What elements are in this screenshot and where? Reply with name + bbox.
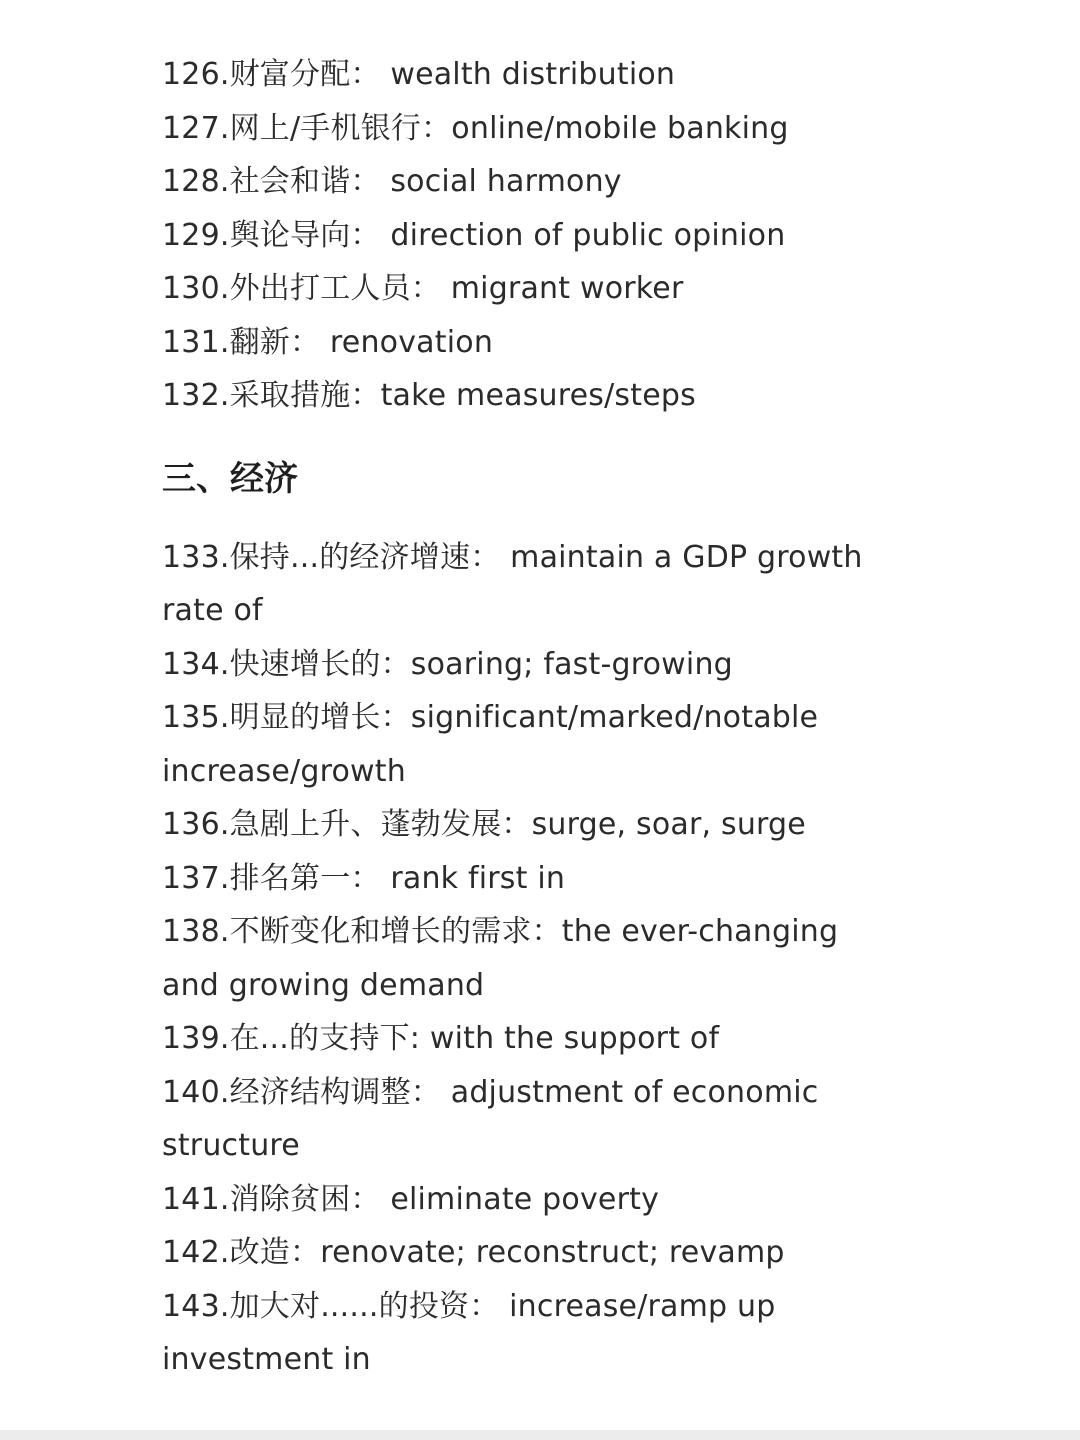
vocab-entry: 139.在...的支持下: with the support of (162, 1021, 720, 1056)
vocab-entry: 131.翻新： renovation (162, 324, 494, 360)
vocab-entry: 132.采取措施：take measures/steps (162, 378, 696, 413)
vocab-entry: 142.改造：renovate; reconstruct; revamp (162, 1235, 785, 1270)
vocab-entry: 137.排名第一： rank first in (162, 860, 566, 896)
vocab-entry: 134.快速增长的：soaring; fast-growing (162, 646, 733, 682)
vocab-entry: 127.网上/手机银行：online/mobile banking (162, 110, 789, 146)
vocab-entry: 138.不断变化和增长的需求：the ever-changing and growing demand (162, 914, 839, 1003)
vocab-entry: 141.消除贫困： eliminate poverty (162, 1181, 660, 1217)
vocab-entry: 128.社会和谐： social harmony (162, 164, 622, 199)
document-body (162, 48, 882, 1387)
vocab-entry: 140.经济结构调整： adjustment of economic structure (162, 1074, 819, 1163)
vocab-entry: 143.加大对......的投资： increase/ramp up investment in (162, 1288, 776, 1377)
section-heading-economy: 三、经济 (162, 458, 298, 499)
bottom-divider (0, 1430, 1080, 1440)
vocab-entry: 133.保持...的经济增速： maintain a GDP growth rate of (162, 539, 863, 628)
vocab-entry: 135.明显的增长：significant/marked/notable increase/growth (162, 700, 819, 789)
vocab-list-top (162, 48, 882, 423)
vocab-entry: 129.舆论导向： direction of public opinion (162, 217, 786, 253)
vocab-entry: 136.急剧上升、蓬勃发展：surge, soar, surge (162, 807, 806, 842)
vocab-entry: 130.外出打工人员： migrant worker (162, 271, 684, 306)
vocab-list-economy (162, 531, 882, 1387)
vocab-entry: 126.财富分配： wealth distribution (162, 57, 676, 92)
